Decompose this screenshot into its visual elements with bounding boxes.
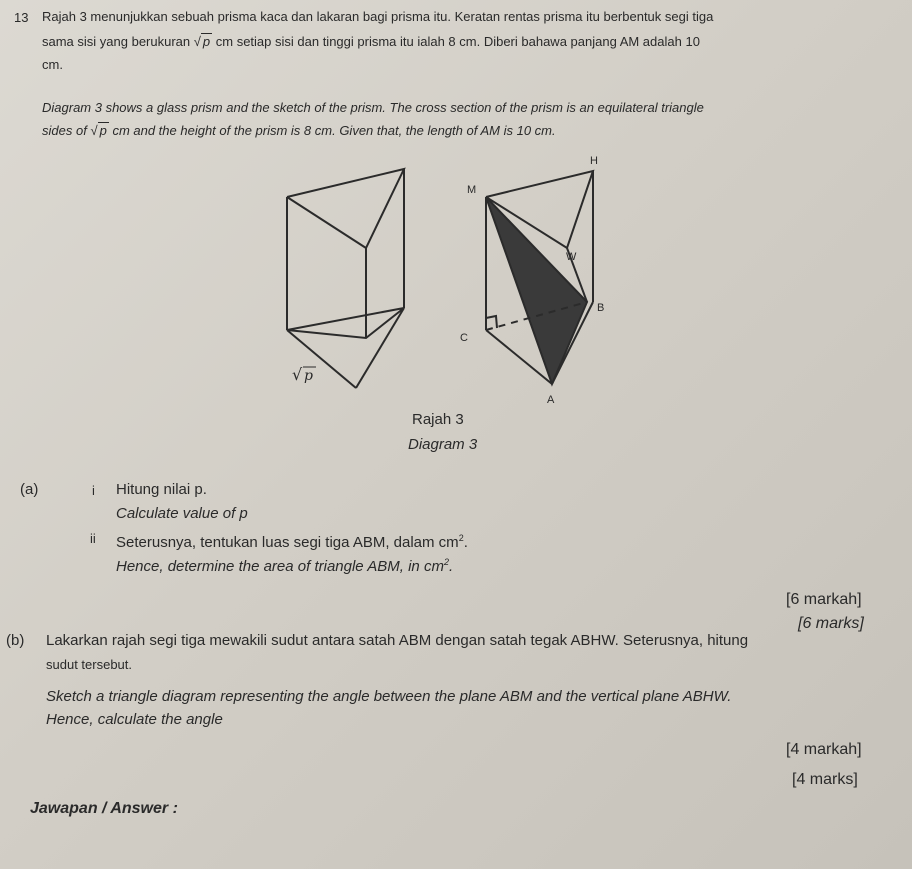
answer-label: Jawapan / Answer : bbox=[30, 800, 178, 817]
part-b-ms-line2: sudut tersebut. bbox=[46, 657, 132, 672]
superscript-2-en: 2 bbox=[443, 557, 449, 567]
part-b-marks-en: [4 marks] bbox=[792, 771, 858, 788]
prism-bottom-edge-right bbox=[356, 308, 404, 388]
part-a-marks-ms: [6 markah] bbox=[786, 591, 862, 608]
part-b-en-line1: Sketch a triangle diagram representing the angle between the plane ABM and the vertical plane ABHW. bbox=[46, 688, 732, 705]
intro-ms-line3: cm. bbox=[42, 57, 63, 72]
sqrt-p-ms: √ p bbox=[193, 34, 211, 49]
sqrt-p-en: √ p bbox=[90, 123, 107, 138]
part-a-i-ms: Hitung nilai p. bbox=[116, 481, 207, 498]
part-a-ii-en-text: Hence, determine the area of triangle ABM, in cm bbox=[116, 558, 444, 575]
part-a-ii-label: ii bbox=[90, 531, 96, 546]
point-label-h: H bbox=[590, 155, 598, 167]
part-a-i-label: i bbox=[92, 483, 95, 498]
part-a-ii-en-end: . bbox=[448, 558, 454, 575]
prism-top-face bbox=[287, 169, 404, 248]
part-a-ii-ms-end: . bbox=[463, 534, 468, 551]
caption-en: Diagram 3 bbox=[408, 436, 478, 453]
point-label-a: A bbox=[547, 394, 555, 406]
part-a-ii-en bbox=[116, 553, 453, 576]
point-label-m: M bbox=[467, 184, 477, 196]
intro-ms-line1: Rajah 3 menunjukkan sebuah prisma kaca dan lakaran bagi prisma itu. Keratan rentas prisma itu berbentuk segi tiga bbox=[42, 9, 714, 24]
question-number: 13 bbox=[14, 10, 29, 25]
right-angle-marker bbox=[486, 316, 497, 328]
intro-ms-line2-b: cm setiap sisi dan tinggi prisma itu ialah 8 cm. Diberi bahawa panjang AM adalah 10 bbox=[215, 34, 700, 49]
point-label-b: B bbox=[597, 302, 605, 314]
part-b-en-line2: Hence, calculate the angle bbox=[46, 711, 223, 728]
intro-en-line2-a: sides of bbox=[42, 123, 87, 138]
prism-bottom-face bbox=[287, 308, 404, 338]
part-b-ms-line1: Lakarkan rajah segi tiga mewakili sudut antara satah ABM dengan satah tegak ABHW. Seterusnya, hitung bbox=[46, 632, 749, 649]
part-b-label: (b) bbox=[6, 632, 25, 649]
part-b-marks-ms: [4 markah] bbox=[786, 741, 862, 758]
point-label-w: W bbox=[566, 251, 577, 263]
part-a-marks-en: [6 marks] bbox=[798, 615, 864, 632]
prism-sketch-figure bbox=[486, 171, 593, 384]
intro-en-line2-b: cm and the height of the prism is 8 cm. Given that, the length of AM is 10 cm. bbox=[112, 123, 556, 138]
caption-ms: Rajah 3 bbox=[412, 411, 464, 428]
part-a-ii-ms-text: Seterusnya, tentukan luas segi tiga ABM, dalam cm bbox=[116, 534, 459, 551]
intro-ms-line2-a: sama sisi yang berukuran bbox=[42, 34, 191, 49]
part-a-ii-ms bbox=[116, 529, 468, 552]
part-a-i-en: Calculate value of p bbox=[116, 505, 248, 522]
part-a-label: (a) bbox=[20, 481, 39, 498]
point-label-c: C bbox=[460, 332, 468, 344]
prism-side-sqrt-sign: √ bbox=[292, 365, 303, 384]
glass-prism-figure bbox=[287, 169, 404, 388]
intro-en-line1: Diagram 3 shows a glass prism and the sketch of the prism. The cross section of the prism is an equilateral triangle bbox=[42, 100, 704, 115]
shaded-triangle-abm bbox=[486, 197, 587, 384]
prism-side-label: p bbox=[304, 368, 313, 384]
superscript-2: 2 bbox=[458, 533, 464, 543]
